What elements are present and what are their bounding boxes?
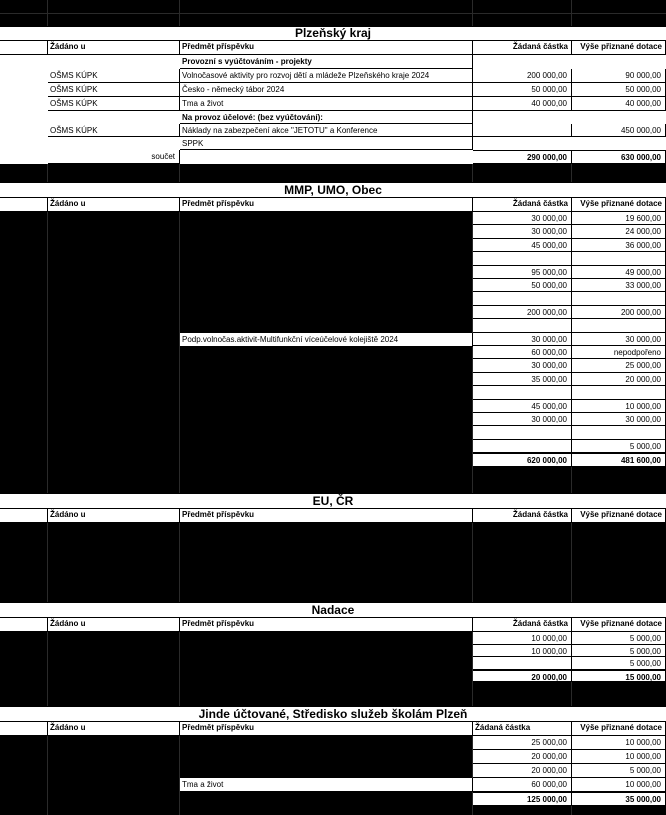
table-cell-zadana: 25 000,00 [473,736,572,750]
table-cell-predmet: Podp.volnočas.aktivit-Multifunkční víceúčelové kolejiště 2024 [180,333,473,347]
table-cell-zadana: 20 000,00 [473,750,572,764]
sum-vyse: 630 000,00 [572,150,666,164]
col-header-zadano: Žádáno u [48,198,180,212]
table-cell-zadana: 30 000,00 [473,333,572,346]
col-header-zadana: Žádaná částka [473,41,572,55]
table-cell-vyse: 30 000,00 [572,333,666,346]
table-cell-zadano: OŠMS KÚPK [48,124,180,137]
col-header-vyse: Výše přiznané dotace [572,41,666,55]
col-header-zadana: Žádaná částka [473,618,572,632]
table-cell-vyse: 5 000,00 [572,764,666,778]
table-cell-zadana: 50 000,00 [473,279,572,292]
table-cell-vyse: 40 000,00 [572,97,666,111]
table-cell-vyse: 30 000,00 [572,413,666,426]
table-cell-zadana: 200 000,00 [473,69,572,83]
col-header-predmet: Předmět příspěvku [180,722,473,736]
table-cell-vyse: 5 000,00 [572,645,666,658]
table-cell-vyse [572,252,666,265]
table-cell-predmet: Tma a život [180,778,473,792]
table-cell-vyse: 20 000,00 [572,373,666,386]
col-header-predmet: Předmět příspěvku [180,509,473,523]
table-cell-zadana [473,124,572,137]
section-title-eu: EU, ČR [0,493,666,509]
table-cell-zadana: 45 000,00 [473,239,572,252]
table-cell-vyse: 5 000,00 [572,657,666,670]
table-cell-zadana: 35 000,00 [473,373,572,386]
table-cell-zadana: 95 000,00 [473,266,572,279]
table-cell-zadana: 60 000,00 [473,346,572,359]
section-title-mmp: MMP, UMO, Obec [0,182,666,198]
col-header-predmet: Předmět příspěvku [180,41,473,55]
table-cell-vyse [572,386,666,399]
table-cell-zadana: 30 000,00 [473,359,572,372]
col-header-predmet: Předmět příspěvku [180,618,473,632]
table-cell-zadana [473,440,572,453]
col-header-blank [0,618,48,632]
table-cell-vyse: 50 000,00 [572,83,666,97]
col-header-zadano: Žádáno u [48,722,180,736]
table-cell-vyse [572,319,666,332]
sum-zadana: 125 000,00 [473,792,572,806]
table-cell-zadana [473,319,572,332]
group-label: Na provoz účelové: (bez vyúčtování): [180,111,473,124]
table-cell-zadana: 45 000,00 [473,400,572,413]
col-header-predmet: Předmět příspěvku [180,198,473,212]
table-cell-predmet: Česko - německý tábor 2024 [180,83,473,97]
table-cell-vyse: 10 000,00 [572,400,666,413]
table-cell-vyse: nepodpořeno [572,346,666,359]
table-cell-zadana [473,657,572,670]
sum-vyse: 481 600,00 [572,453,666,466]
table-cell-zadano: OŠMS KÚPK [48,69,180,83]
col-header-zadana: Žádaná částka [473,722,572,736]
sum-zadana: 20 000,00 [473,670,572,683]
table-cell-zadana: 50 000,00 [473,83,572,97]
col-header-vyse: Výše přiznané dotace [572,198,666,212]
sum-vyse: 35 000,00 [572,792,666,806]
table-cell-zadana: 30 000,00 [473,225,572,238]
table-cell-vyse [572,292,666,305]
table-cell-zadana: 10 000,00 [473,645,572,658]
table-cell-zadano: OŠMS KÚPK [48,97,180,111]
table-cell-predmet: Volnočasové aktivity pro rozvoj dětí a mládeže Plzeňského kraje 2024 [180,69,473,83]
table-cell-vyse: 5 000,00 [572,440,666,453]
table-cell-vyse [572,426,666,439]
col-header-zadano: Žádáno u [48,509,180,523]
table-cell-vyse: 10 000,00 [572,736,666,750]
col-header-blank [0,509,48,523]
table-cell-vyse: 450 000,00 [572,124,666,137]
table-cell-vyse: 25 000,00 [572,359,666,372]
table-cell-vyse: 5 000,00 [572,632,666,645]
col-header-blank [0,41,48,55]
table-cell-zadana: 30 000,00 [473,413,572,426]
table-cell-zadana: 20 000,00 [473,764,572,778]
grid-line [0,13,666,14]
sum-label: součet [48,150,180,164]
table-cell-zadana [473,426,572,439]
table-cell-zadana: 30 000,00 [473,212,572,225]
sum-vyse: 15 000,00 [572,670,666,683]
table-cell-vyse: 10 000,00 [572,750,666,764]
sum-zadana: 290 000,00 [473,150,572,164]
col-header-vyse: Výše přiznané dotace [572,722,666,736]
section-title-jinde: Jinde účtované, Středisko služeb školám Plzeň [0,706,666,722]
col-header-blank [0,198,48,212]
table-cell-predmet: Náklady na zabezpečení akce "JETOTU" a Konference [180,124,473,137]
table-cell-predmet: Tma a život [180,97,473,111]
table-cell-zadana [473,252,572,265]
table-cell-vyse: 33 000,00 [572,279,666,292]
table-cell-predmet: SPPK [180,137,473,150]
table-cell-zadana: 10 000,00 [473,632,572,645]
table-cell-vyse: 49 000,00 [572,266,666,279]
col-header-zadana: Žádaná částka [473,198,572,212]
table-cell-vyse: 24 000,00 [572,225,666,238]
col-header-zadana: Žádaná částka [473,509,572,523]
table-cell-zadana [473,292,572,305]
table-cell-vyse: 90 000,00 [572,69,666,83]
group-label: Provozní s vyúčtováním - projekty [180,55,473,69]
table-cell-zadano: OŠMS KÚPK [48,83,180,97]
table-cell-zadana [473,386,572,399]
col-header-vyse: Výše přiznané dotace [572,509,666,523]
section-title-plzen: Plzeňský kraj [0,26,666,41]
sum-zadana: 620 000,00 [473,453,572,466]
col-header-zadano: Žádáno u [48,618,180,632]
table-cell-vyse: 19 600,00 [572,212,666,225]
table-cell-zadana: 60 000,00 [473,778,572,792]
table-cell-vyse: 10 000,00 [572,778,666,792]
col-header-vyse: Výše přiznané dotace [572,618,666,632]
table-cell-vyse: 200 000,00 [572,306,666,319]
section-title-nadace: Nadace [0,602,666,618]
col-header-zadano: Žádáno u [48,41,180,55]
table-cell-vyse: 36 000,00 [572,239,666,252]
table-cell-zadana: 40 000,00 [473,97,572,111]
col-header-blank [0,722,48,736]
table-cell-zadana: 200 000,00 [473,306,572,319]
